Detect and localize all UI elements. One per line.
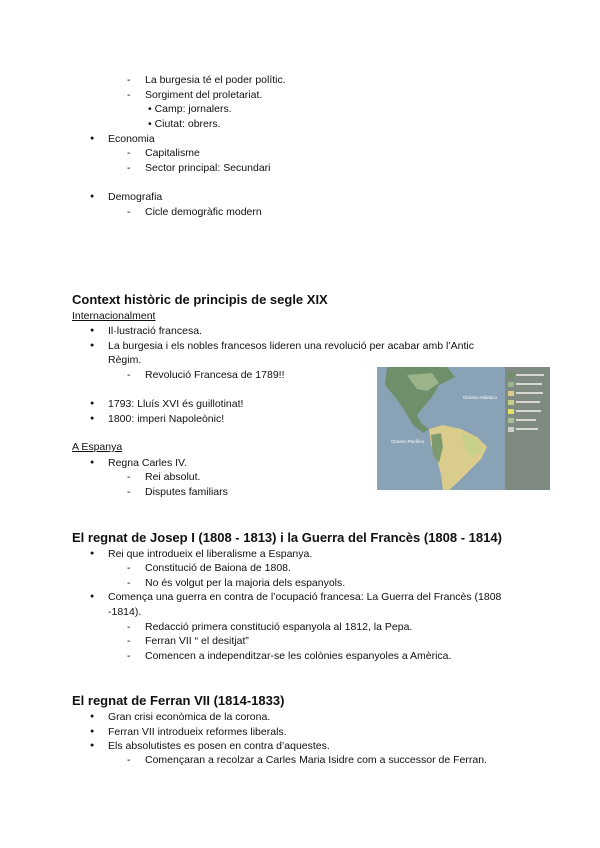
list-item: - Comencen a independitzar-se les colònies espanyoles a Amèrica.	[145, 649, 451, 663]
list-item: ● Economia	[108, 132, 155, 146]
subheading: A Espanya	[72, 441, 123, 453]
list-item-continuation: Règim.	[108, 354, 142, 366]
list-item: ● 1793: Lluís XVI és guillotinat!	[108, 397, 243, 411]
list-item: - Redacció primera constitució espanyola al 1812, la Pepa.	[145, 620, 412, 634]
subheading: Internacionalment	[72, 310, 156, 322]
list-item: ● Il·lustració francesa.	[108, 324, 202, 338]
list-item: ● Rei que introdueix el liberalisme a Espanya.	[108, 547, 312, 561]
list-item: ● Gran crisi econòmica de la corona.	[108, 710, 270, 724]
list-item: ● Comença una guerra en contra de l’ocupació francesa: La Guerra del Francès (1808	[108, 590, 501, 604]
list-item: - Capitalisme	[145, 146, 200, 160]
americas-map-image	[377, 367, 550, 490]
map-label-pacific: Océano Pacífico	[391, 439, 425, 444]
list-item: ● Els absolutistes es posen en contra d’aquestes.	[108, 739, 330, 753]
list-item: - La burgesia té el poder polític.	[145, 73, 286, 87]
list-item: - Ferran VII “ el desitjat”	[145, 634, 249, 648]
list-item: ● Demografia	[108, 190, 162, 204]
list-item: - Començaran a recolzar a Carles Maria Isidre com a successor de Ferran.	[145, 753, 487, 767]
list-item: ● Regna Carles IV.	[108, 456, 187, 470]
list-item: • Camp: jornalers.	[148, 103, 232, 115]
list-item: - Disputes familiars	[145, 485, 228, 499]
list-item: - Rei absolut.	[145, 470, 200, 484]
list-item: ● 1800: imperi Napoleònic!	[108, 412, 224, 426]
list-item: • Ciutat: obrers.	[148, 118, 221, 130]
list-item: - Revolució Francesa de 1789!!	[145, 368, 285, 382]
list-item: - Sector principal: Secundari	[145, 161, 270, 175]
map-label-atlantic: Océano Atlántico	[463, 395, 498, 400]
list-item-continuation: -1814).	[108, 606, 142, 618]
list-item: - No és volgut per la majoria dels espanyols.	[145, 576, 345, 590]
list-item: - Sorgiment del proletariat.	[145, 88, 262, 102]
list-item: ● Ferran VII introdueix reformes liberals.	[108, 725, 287, 739]
list-item: - Constitució de Baiona de 1808.	[145, 561, 291, 575]
list-item: ● La burgesia i els nobles francesos lideren una revolució per acabar amb l’Antic	[108, 339, 474, 353]
section-heading: El regnat de Ferran VII (1814-1833)	[72, 693, 285, 708]
list-item: - Cicle demogràfic modern	[145, 205, 262, 219]
section-heading: Context històric de principis de segle XIX	[72, 292, 328, 307]
section-heading: El regnat de Josep I (1808 - 1813) i la Guerra del Francès (1808 - 1814)	[72, 530, 502, 545]
